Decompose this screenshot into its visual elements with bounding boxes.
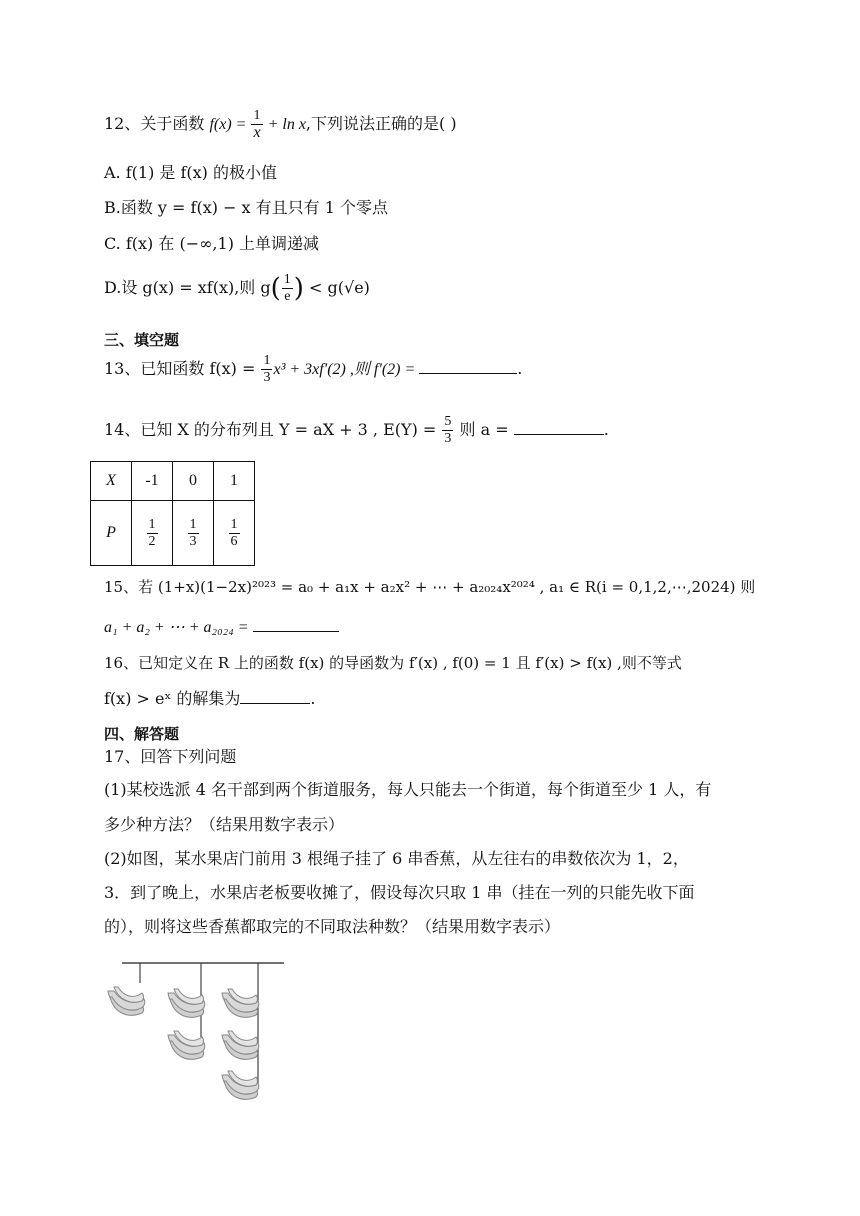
q17-part2-line1: (2)如图，某水果店门前用 3 根绳子挂了 6 串香蕉，从左往右的串数依次为 1，2， <box>104 849 689 868</box>
table-cell: 0 <box>173 462 214 501</box>
q14-stem: 14、已知 X 的分布列且 Y = aX + 3 , E(Y) = $\frac{5}{3}$ 则 a = . <box>104 414 609 446</box>
q17-part2-line3: 的），则将这些香蕉都取完的不同取法种数？（结果用数字表示） <box>104 917 561 936</box>
q16-stem: 16、已知定义在 R 上的函数 f(x) 的导函数为 f′(x) , f(0) = 1 且 f′(x) > f(x) ,则不等式 <box>104 654 682 672</box>
banana-bunch-icon <box>222 1031 259 1059</box>
table-row <box>91 501 255 566</box>
q12-fraction: $\frac{1}{x}$ <box>253 108 261 141</box>
q17-title: 17、回答下列问题 <box>104 747 237 766</box>
q12-option-a: A. f(1) 是 f(x) 的极小值 <box>104 163 278 182</box>
q16-answer-blank <box>240 689 310 704</box>
table-cell: P <box>91 501 132 566</box>
table-cell: $\frac{1}{3}$ <box>173 501 214 566</box>
table-cell: -1 <box>132 462 173 501</box>
banana-bunch-icon <box>168 989 205 1017</box>
q16-stem-2: f(x) > eˣ 的解集为 . <box>104 689 316 708</box>
table-row <box>91 462 255 501</box>
q13-answer-blank <box>419 359 517 374</box>
table-cell: $\frac{1}{6}$ <box>214 501 255 566</box>
q12-option-c: C. f(x) 在 (−∞,1) 上单调递减 <box>104 234 320 253</box>
banana-figure <box>100 955 300 1115</box>
table-cell: $\frac{1}{2}$ <box>132 501 173 566</box>
table-cell: 1 <box>214 462 255 501</box>
q12-option-d: D.设 g(x) = xf(x),则 g( $\frac{1}{e}$ ) < g(√e) <box>104 272 370 304</box>
q15-stem: 15、若 (1+x)(1−2x)²⁰²³ = a₀ + a₁x + a₂x² + ⋯ + a₂₀₂₄x²⁰²⁴ , a₁ ∈ R(i = 0,1,2,⋯,2024) 则 <box>104 578 756 596</box>
distribution-table <box>90 461 255 566</box>
q12-stem: 12、关于函数 f(x) = $\frac{1}{x}$ + ln x,下列说法正确的是( ) <box>104 108 457 141</box>
q17-part1-line2: 多少种方法？（结果用数字表示） <box>104 815 345 834</box>
section-solutions: 四、解答题 <box>104 725 180 743</box>
q17-part1-line1: (1)某校选派 4 名干部到两个街道服务，每人只能去一个街道，每个街道至少 1 人，有 <box>104 780 712 799</box>
table-cell: X <box>91 462 132 501</box>
banana-bunch-icon <box>108 987 145 1015</box>
banana-bunch-icon <box>222 1071 259 1099</box>
banana-bunch-icon <box>168 1031 205 1059</box>
q14-answer-blank <box>514 420 604 435</box>
banana-bunch-icon <box>222 989 259 1017</box>
q17-part2-line2: 3．到了晚上，水果店老板要收摊了，假设每次只取 1 串（挂在一列的只能先收下面 <box>104 883 695 902</box>
section-fill-in: 三、填空题 <box>104 331 180 349</box>
q13-stem: 13、已知函数 f(x) = $\frac{1}{3}$ x³ + 3xf′(2) ,则 f′(2) = . <box>104 353 523 385</box>
q15-answer-blank <box>253 617 339 632</box>
q15-stem-2: a₁ + a₂ + ⋯ + a₂₀₂₄ = <box>104 616 339 639</box>
q12-option-b: B.函数 y = f(x) − x 有且只有 1 个零点 <box>104 198 389 217</box>
